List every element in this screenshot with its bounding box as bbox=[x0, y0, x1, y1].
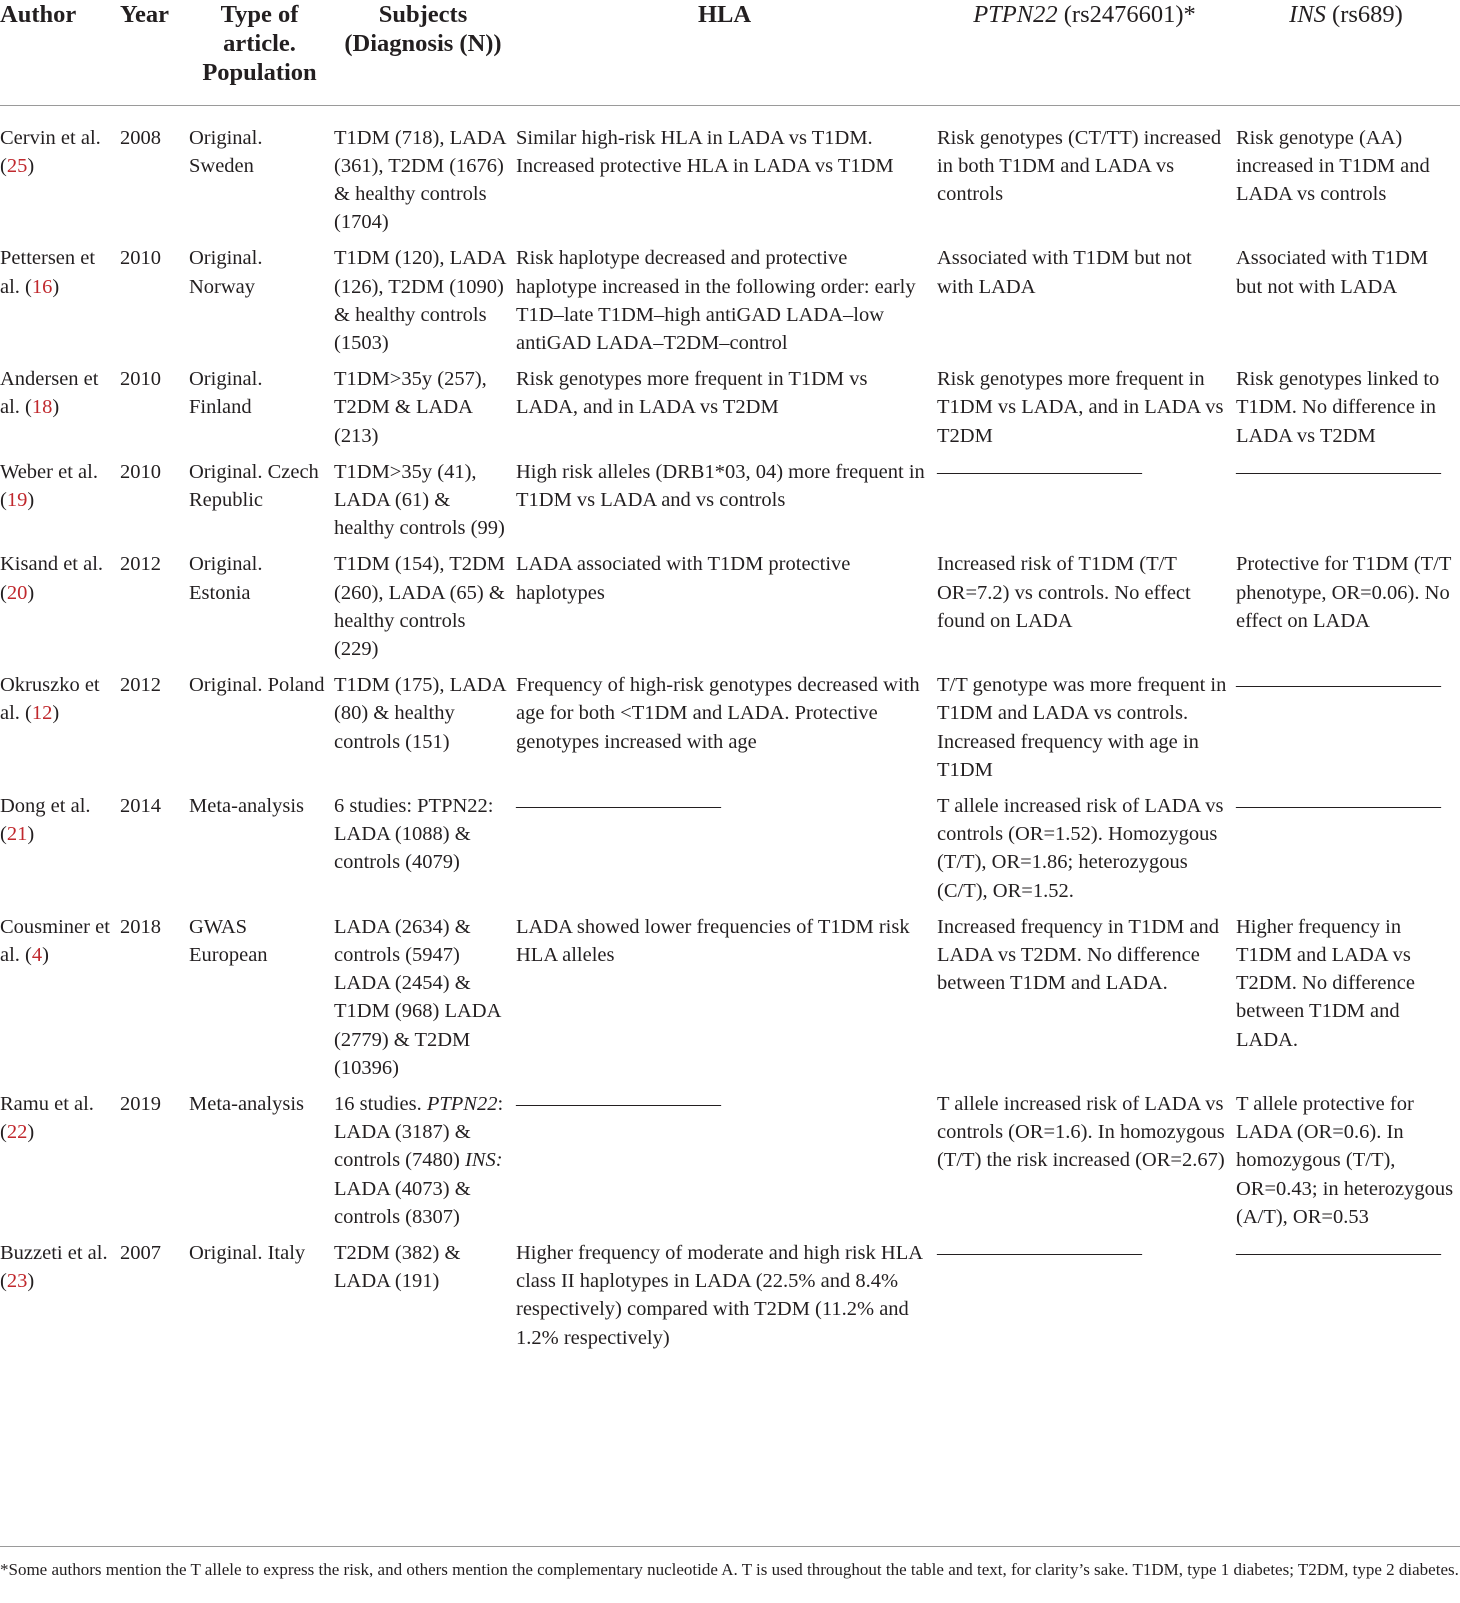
table-row bbox=[0, 671, 1460, 792]
subjects-cell: T1DM (718), LADA (361), T2DM (1676) & healthy controls (1704) bbox=[334, 126, 506, 234]
table-row bbox=[0, 550, 1460, 671]
table-row bbox=[0, 792, 1460, 913]
header-ins bbox=[1236, 0, 1460, 105]
subjects-cell: T2DM (382) & LADA (191) bbox=[334, 1242, 461, 1293]
header-author: Author bbox=[0, 1, 77, 28]
hla-cell: Risk genotypes more frequent in T1DM vs LADA, and in LADA vs T2DM bbox=[516, 368, 868, 419]
header-ptpn22-snp: (rs2476601)* bbox=[1057, 1, 1196, 28]
hla-cell: Frequency of high-risk genotypes decreased with age for both <T1DM and LADA. Protective genotypes increased with age bbox=[516, 674, 920, 753]
year-cell: 2010 bbox=[120, 460, 161, 483]
hla-cell: —————————— bbox=[516, 1093, 721, 1115]
author-cell: Weber et al. (19) bbox=[0, 460, 98, 511]
subjects-cell: LADA (2634) & controls (5947) LADA (2454) & T1DM (968) LADA (2779) & T2DM (10396) bbox=[334, 915, 501, 1079]
ins-cell: Risk genotypes linked to T1DM. No difference in LADA vs T2DM bbox=[1236, 368, 1440, 447]
ins-cell: —————————— bbox=[1236, 674, 1441, 697]
year-cell: 2012 bbox=[120, 553, 161, 576]
table-row bbox=[0, 365, 1460, 458]
header-subjects: Subjects (Diagnosis (N)) bbox=[344, 1, 502, 57]
table-row bbox=[0, 1090, 1460, 1239]
header-year: Year bbox=[120, 1, 169, 28]
ins-cell: Associated with T1DM but not with LADA bbox=[1236, 247, 1429, 298]
reference-link[interactable]: 12 bbox=[31, 702, 53, 725]
ptpn22-cell: Increased frequency in T1DM and LADA vs T2DM. No difference between T1DM and LADA. bbox=[937, 915, 1219, 995]
type-cell: Meta-analysis bbox=[189, 794, 304, 817]
year-cell: 2018 bbox=[120, 915, 161, 938]
reference-link[interactable]: 16 bbox=[31, 275, 53, 298]
subjects-cell: T1DM (120), LADA (126), T2DM (1090) & healthy controls (1503) bbox=[334, 247, 506, 354]
type-cell: Original. Finland bbox=[189, 368, 263, 419]
ptpn22-cell: —————————— bbox=[937, 1242, 1142, 1265]
subjects-cell: T1DM>35y (257), T2DM & LADA (213) bbox=[334, 368, 487, 447]
table-footnote: *Some authors mention the T allele to express the risk, and others mention the complementary nucleotide A. T is used throughout the table and text, for clarity’s sake. T1DM, type 1 diabetes; T2DM, type 2 diabetes. bbox=[0, 1546, 1460, 1582]
reference-link[interactable]: 18 bbox=[31, 396, 53, 419]
ins-cell: T allele protective for LADA (OR=0.6). In homozygous (T/T), OR=0.43; in heterozygous (A/T), OR=0.53 bbox=[1236, 1093, 1454, 1228]
reference-link[interactable]: 4 bbox=[31, 943, 43, 966]
reference-link[interactable]: 22 bbox=[6, 1121, 28, 1144]
author-cell: Dong et al. (21) bbox=[0, 794, 91, 846]
ins-cell: Higher frequency in T1DM and LADA vs T2DM. No difference between T1DM and LADA. bbox=[1236, 915, 1415, 1051]
type-cell: GWAS European bbox=[189, 915, 268, 966]
header-hla: HLA bbox=[697, 1, 752, 28]
header-ins-snp: (rs689) bbox=[1325, 1, 1403, 28]
table-row bbox=[0, 913, 1460, 1090]
type-cell: Original. Czech Republic bbox=[189, 460, 319, 511]
reference-link[interactable]: 23 bbox=[6, 1270, 28, 1293]
subjects-cell: T1DM (175), LADA (80) & healthy controls (151) bbox=[334, 674, 506, 753]
table-row bbox=[0, 244, 1460, 365]
year-cell: 2010 bbox=[120, 368, 161, 391]
table-row bbox=[0, 458, 1460, 551]
author-cell: Pettersen et al. (16) bbox=[0, 247, 96, 298]
author-cell: Cousminer et al. (4) bbox=[0, 915, 110, 966]
ptpn22-cell: Associated with T1DM but not with LADA bbox=[937, 247, 1192, 298]
header-ptpn22-gene: PTPN22 bbox=[973, 1, 1058, 28]
year-cell: 2008 bbox=[120, 126, 161, 149]
ins-cell: —————————— bbox=[1236, 460, 1441, 483]
header-ins-gene: INS bbox=[1289, 1, 1326, 28]
subjects-cell: T1DM>35y (41), LADA (61) & healthy controls (99) bbox=[334, 460, 505, 540]
author-cell: Andersen et al. (18) bbox=[0, 368, 99, 419]
author-cell: Okruszko et al. (12) bbox=[0, 674, 100, 725]
type-cell: Original. Poland bbox=[189, 674, 325, 697]
ptpn22-cell: Increased risk of T1DM (T/T OR=7.2) vs controls. No effect found on LADA bbox=[937, 553, 1191, 632]
author-cell: Ramu et al. (22) bbox=[0, 1093, 94, 1144]
hla-cell: Similar high-risk HLA in LADA vs T1DM. Increased protective HLA in LADA vs T1DM bbox=[516, 126, 894, 177]
subjects-cell: T1DM (154), T2DM (260), LADA (65) & healthy controls (229) bbox=[334, 553, 506, 660]
subjects-cell: 6 studies: PTPN22: LADA (1088) & controls (4079) bbox=[334, 794, 494, 874]
hla-cell: Higher frequency of moderate and high risk HLA class II haplotypes in LADA (22.5% and 8.4% respectively) compared with T2DM (11.2% and 1.2% respectively) bbox=[516, 1242, 922, 1349]
table-row bbox=[0, 105, 1460, 244]
ptpn22-cell: T/T genotype was more frequent in T1DM and LADA vs controls. Increased frequency with age in T1DM bbox=[937, 674, 1227, 781]
ptpn22-cell: T allele increased risk of LADA vs controls (OR=1.6). In homozygous (T/T) the risk increased (OR=2.67) bbox=[937, 1093, 1225, 1172]
header-ptpn22 bbox=[937, 0, 1236, 105]
subjects-cell: 16 studies. PTPN22: LADA (3187) & controls (7480) INS: LADA (4073) & controls (8307) bbox=[334, 1093, 504, 1228]
year-cell: 2019 bbox=[120, 1093, 161, 1115]
header-row bbox=[0, 0, 1460, 105]
type-cell: Original. Sweden bbox=[189, 126, 263, 177]
type-cell: Original. Norway bbox=[189, 247, 263, 298]
reference-link[interactable]: 25 bbox=[6, 154, 28, 177]
ptpn22-cell: T allele increased risk of LADA vs controls (OR=1.52). Homozygous (T/T), OR=1.86; heterozygous (C/T), OR=1.52. bbox=[937, 794, 1224, 902]
ptpn22-cell: Risk genotypes more frequent in T1DM vs LADA, and in LADA vs T2DM bbox=[937, 368, 1224, 447]
ptpn22-cell: Risk genotypes (CT/TT) increased in both T1DM and LADA vs controls bbox=[937, 126, 1222, 205]
hla-cell: —————————— bbox=[516, 794, 721, 817]
hla-cell: High risk alleles (DRB1*03, 04) more frequent in T1DM vs LADA and vs controls bbox=[516, 460, 925, 511]
ins-cell: Protective for T1DM (T/T phenotype, OR=0.06). No effect on LADA bbox=[1236, 553, 1452, 632]
type-cell: Original. Italy bbox=[189, 1242, 306, 1265]
year-cell: 2014 bbox=[120, 794, 161, 817]
hla-cell: LADA associated with T1DM protective haplotypes bbox=[516, 553, 851, 604]
author-cell: Kisand et al. (20) bbox=[0, 553, 104, 604]
reference-link[interactable]: 20 bbox=[6, 581, 28, 604]
table-row bbox=[0, 1239, 1460, 1360]
year-cell: 2010 bbox=[120, 247, 161, 270]
reference-link[interactable]: 19 bbox=[6, 488, 28, 511]
header-type: Type of article. Population bbox=[202, 1, 317, 86]
type-cell: Meta-analysis bbox=[189, 1093, 304, 1115]
ptpn22-cell: —————————— bbox=[937, 460, 1142, 483]
ins-cell: —————————— bbox=[1236, 1242, 1441, 1265]
reference-link[interactable]: 21 bbox=[6, 823, 28, 846]
type-cell: Original. Estonia bbox=[189, 553, 263, 604]
year-cell: 2012 bbox=[120, 674, 161, 697]
hla-cell: LADA showed lower frequencies of T1DM risk HLA alleles bbox=[516, 915, 910, 966]
year-cell: 2007 bbox=[120, 1242, 161, 1265]
hla-cell: Risk haplotype decreased and protective haplotype increased in the following order: early T1D–late T1DM–high antiGAD LADA–low antiGAD LADA–T2DM–control bbox=[516, 247, 916, 354]
ins-cell: —————————— bbox=[1236, 794, 1441, 817]
author-cell: Cervin et al. (25) bbox=[0, 126, 101, 177]
ins-cell: Risk genotype (AA) increased in T1DM and LADA vs controls bbox=[1236, 126, 1430, 205]
author-cell: Buzzeti et al. (23) bbox=[0, 1242, 108, 1293]
